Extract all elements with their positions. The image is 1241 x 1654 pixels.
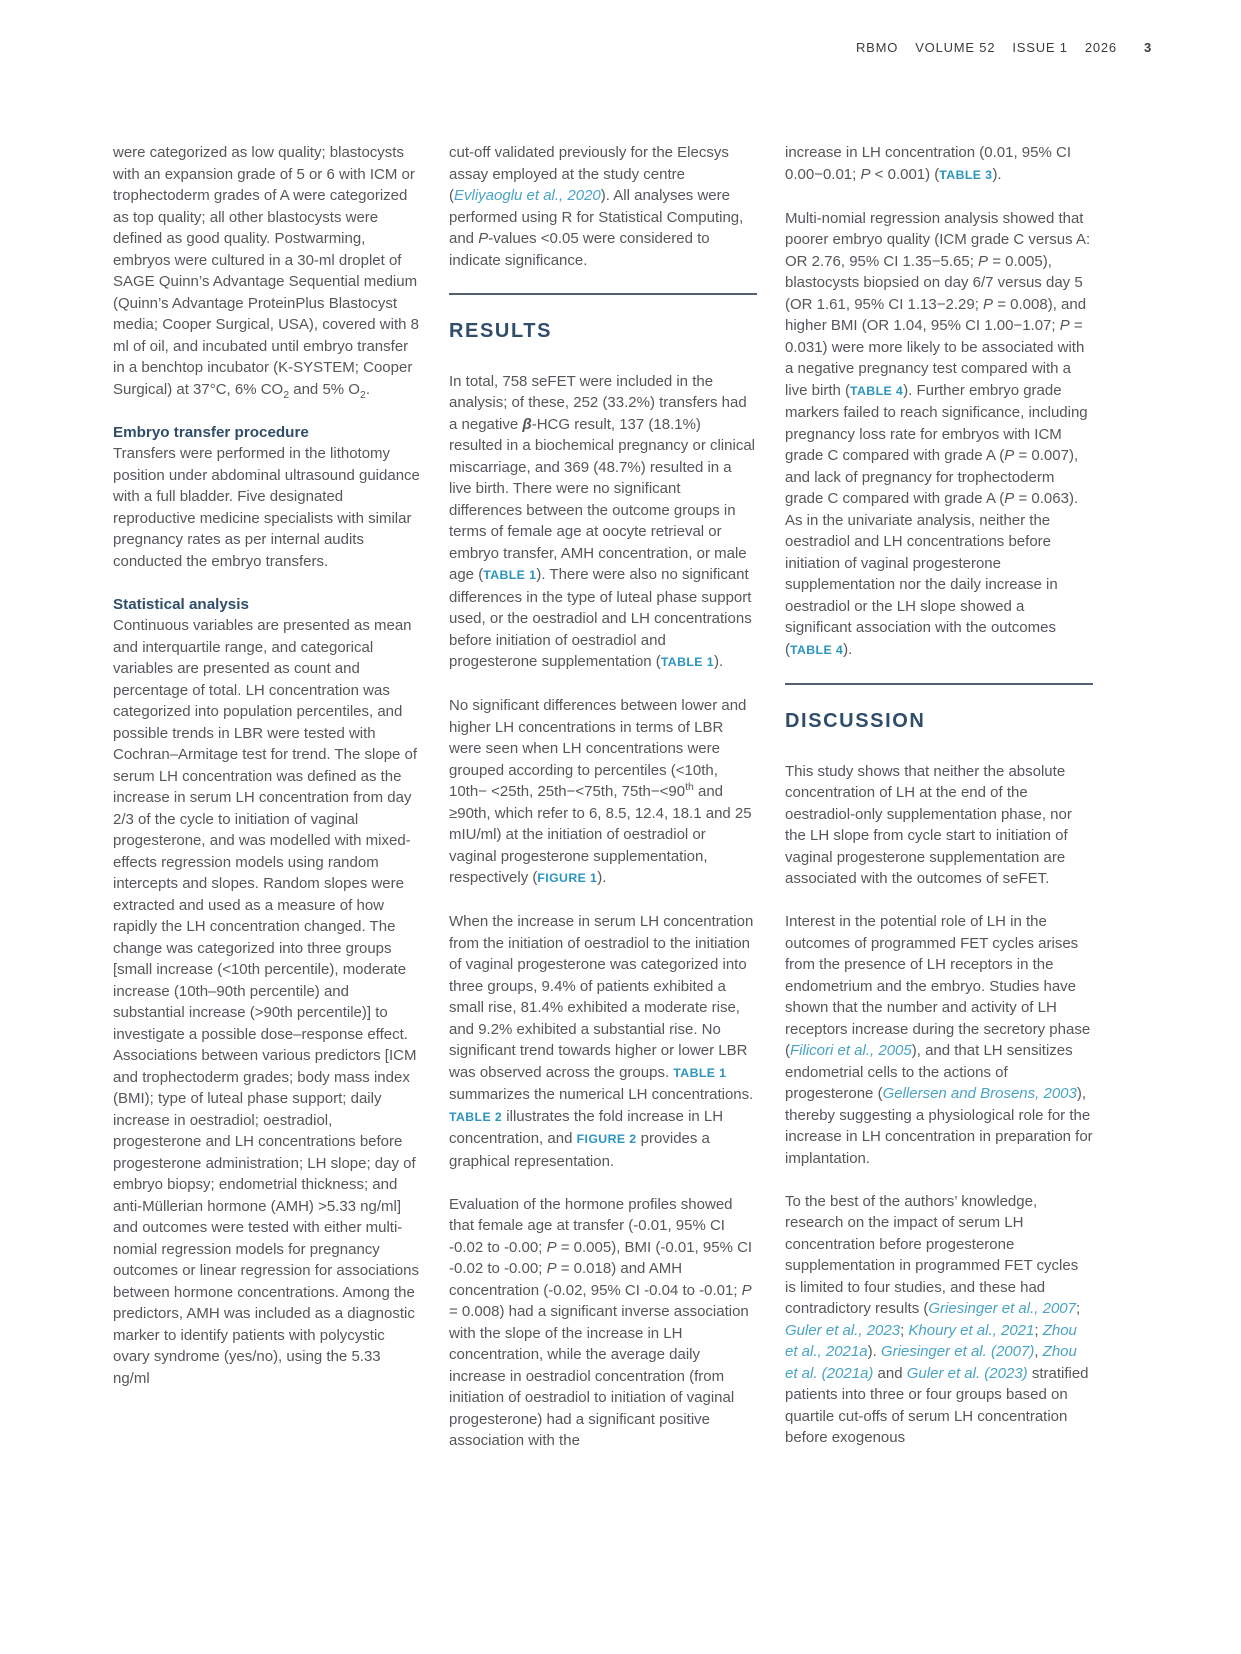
text-run: To the best of the authors’ knowledge, research on the impact of serum LH concentration before progesterone supplementation in programmed FET cycles is limited to four studies, and these had contradictory results ( [785, 1192, 1079, 1317]
italic-text: P [1004, 490, 1015, 507]
italic-text: P [983, 295, 994, 313]
text-run: were categorized as low quality; blastocysts with an expansion grade of 5 or 6 with ICM or trophectoderm grades of A were categorized as top quality; all other blastocysts were defined as good quality. Postwarming, embryos were cultured in a 30-ml droplet of SAGE Quinn’s Advantage Sequential medium (Quinn’s Advantage ProteinPlus Blastocyst media; Cooper Surgical, USA), covered with 8 ml of oil, and incubated until embryo transfer in a benchtop incubator (K-SYSTEM; Cooper Surgical) at 37°C, 6% CO [113, 144, 419, 398]
text-run: = 0.005), BMI (-0.01, 95% CI -0.02 to -0.00; [449, 1238, 753, 1277]
paragraph [449, 1194, 757, 1452]
cross-reference-link[interactable]: FIGURE 2 [576, 1132, 637, 1146]
text-run: Interest in the potential role of LH in the outcomes of programmed FET cycles arises from the presence of LH receptors in the endometrium and the embryo. Studies have shown that the number and activity of LH receptors increase during the secretory phase ( [785, 913, 1091, 1059]
text-run: . [365, 380, 370, 398]
text-run: Evaluation of the hormone profiles showed that female age at transfer (-0.01, 95% CI -0.02 to -0.00; [449, 1195, 733, 1256]
text-run: and [873, 1364, 907, 1382]
paragraph [449, 911, 757, 1172]
paragraph [785, 1191, 1093, 1449]
beta-symbol: β [522, 415, 532, 433]
text-run: ), thereby suggesting a physiological role for the increase in LH concentration in preparation for implantation. [785, 1085, 1093, 1167]
paragraph [113, 443, 421, 572]
section-heading: DISCUSSION [785, 709, 926, 732]
text-run: ). [992, 165, 1002, 183]
text-run: This study shows that neither the absolute concentration of LH at the end of the oestradiol-only supplementation phase, nor the LH slope from cycle start to initiation of vaginal progesterone supplementation are associated with the outcomes of seFET. [785, 762, 1072, 887]
text-run: No significant differences between lower and higher LH concentrations in terms of LBR were seen when LH concentrations were grouped according to percentiles (<10th, 10th− <25th, 25th−<75th, 75th−<90 [449, 697, 747, 800]
paragraph [449, 695, 757, 890]
text-run: = 0.018) and AMH concentration (-0.02, 95% CI -0.04 to -0.01; [449, 1260, 742, 1299]
article-columns [113, 142, 1093, 1452]
text-run: In total, 758 seFET were included in the analysis; of these, 252 (33.2%) transfers had a negative [449, 372, 747, 433]
citation-link[interactable]: Evliyaoglu et al., 2020 [454, 187, 601, 204]
text-run: ). Further embryo grade markers failed to reach significance, including pregnancy loss rate for embryos with ICM grade C compared with grade A ( [785, 381, 1088, 464]
page-header [856, 40, 1152, 55]
cross-reference-link[interactable]: TABLE 4 [850, 383, 904, 398]
italic-text: P [546, 1238, 557, 1256]
paragraph [785, 761, 1093, 890]
citation-link[interactable]: Filicori et al., 2005 [790, 1042, 912, 1059]
text-run: -HCG result, 137 (18.1%) resulted in a biochemical pregnancy or clinical miscarriage, and 369 (48.7%) resulted in a live birth. There were no significant differences between the outcome groups in terms of female age at oocyte retrieval or embryo transfer, AMH concentration, or male age ( [449, 415, 755, 583]
paragraph [113, 615, 421, 1389]
citation-link[interactable]: Zhou et al., 2021a [785, 1321, 1077, 1360]
text-run: = 0.063). As in the univariate analysis, neither the oestradiol and LH concentrations before initiation of vaginal progesterone supplementation nor the daily increase in oestradiol or the LH slope showed a significant association with the outcomes ( [785, 490, 1079, 658]
cross-reference-link[interactable]: TABLE 3 [939, 167, 993, 182]
section-divider [785, 683, 1093, 685]
text-run: ; [1075, 1300, 1081, 1317]
text-run: , [1034, 1343, 1043, 1360]
text-run: ). [843, 640, 853, 658]
text-run: ). There were also no significant differences in the type of luteal phase support used, or the oestradiol and LH concentrations before initiation of oestradiol and progesterone supplementation ( [449, 566, 752, 670]
text-run: cut-off validated previously for the Elecsys assay employed at the study centre ( [449, 144, 729, 204]
issue-label: ISSUE 1 [1012, 40, 1068, 55]
cross-reference-link[interactable]: TABLE 4 [790, 642, 844, 657]
italic-text: P [478, 230, 489, 247]
text-column-3 [785, 142, 1093, 1452]
paragraph [449, 371, 757, 674]
text-run: ; [900, 1321, 909, 1339]
italic-text: P [860, 165, 871, 183]
text-run: ). [867, 1343, 881, 1360]
text-run: When the increase in serum LH concentration from the initiation of oestradiol to the initiation of vaginal progesterone was categorized into three groups, 9.4% of patients exhibited a small rise, 81.4% exhibited a moderate rise, and 9.2% exhibited a substantial rise. No significant trend towards higher or lower LBR was observed across the groups. [449, 913, 754, 1081]
italic-text: P [1004, 447, 1015, 464]
cross-reference-link[interactable]: TABLE 1 [483, 568, 537, 582]
cross-reference-link[interactable]: TABLE 2 [449, 1109, 503, 1124]
italic-text: P [546, 1260, 557, 1277]
text-run: ). [597, 869, 607, 886]
text-run: = 0.007), and lack of pregnancy for trophectoderm grade C compared with grade A ( [785, 447, 1079, 507]
citation-link[interactable]: Khoury et al., 2021 [908, 1321, 1035, 1339]
text-run: -values <0.05 were considered to indicate significance. [449, 230, 710, 269]
cross-reference-link[interactable]: FIGURE 1 [537, 871, 598, 885]
citation-link[interactable]: Guler et al., 2023 [785, 1321, 901, 1339]
subsection-heading: Statistical analysis [113, 595, 249, 613]
text-run: and ≥90th, which refer to 6, 8.5, 12.4, 18.1 and 25 mIU/ml) at the initiation of oestradiol or vaginal progesterone supplementation, respectively ( [449, 783, 752, 886]
superscript-text: th [685, 781, 694, 793]
text-run: Transfers were performed in the lithotomy position under abdominal ultrasound guidance with a full bladder. Five designated reproductive medicine specialists with similar pregnancy rates as per internal audits conducted the embryo transfers. [113, 445, 420, 570]
text-run: ). All analyses were performed using R for Statistical Computing, and [449, 187, 744, 247]
text-run: increase in LH concentration (0.01, 95% CI 0.00−0.01; [785, 144, 1071, 183]
text-run: Continuous variables are presented as mean and interquartile range, and categorical variables are presented as count and percentage of total. LH concentration was categorized into population percentiles, and possible trends in LBR were tested with Cochran–Armitage test for trend. The slope of serum LH concentration was defined as the increase in serum LH concentration from day 2/3 of the cycle to initiation of vaginal progesterone, and was modelled with mixed-effects regression models using random intercepts and slopes. Random slopes were extracted and used as a measure of how rapidly the LH concentration changed. The change was categorized into three groups [small increase (<10th percentile), moderate increase (10th–90th percentile) and substantial increase (>90th percentile)] to investigate a possible dose–response effect. Associations between various predictors [ICM and trophectoderm grades; body mass index (BMI); type of luteal phase support; daily increase in oestradiol; oestradiol, progesterone and LH concentrations before progesterone administration; LH slope; day of embryo biopsy; endometrial thickness; and anti-Müllerian hormone (AMH) >5.33 ng/ml] and outcomes were tested with either multi-nomial regression models for pregnancy outcomes or linear regression for associations between hormone concentrations. Among the predictors, AMH was included as a diagnostic marker to identify patients with polycystic ovary syndrome (yes/no), using the 5.33 ng/ml [113, 617, 419, 1387]
text-run: and 5% O [289, 380, 360, 398]
italic-text: P [1059, 317, 1070, 334]
text-run: = 0.005), blastocysts biopsied on day 6/7 versus day 5 (OR 1.61, 95% CI 1.13−2.29; [785, 252, 1083, 313]
text-run: = 0.031) were more likely to be associated with a negative pregnancy test compared with a live birth ( [785, 317, 1085, 399]
text-run: = 0.008) had a significant inverse association with the slope of the increase in LH concentration, while the average daily increase in oestradiol concentration (from initiation of oestradiol to initiation of vaginal progesterone) had a significant positive association with the [449, 1303, 749, 1449]
italic-text: P [978, 252, 989, 270]
text-run: provides a graphical representation. [449, 1130, 710, 1170]
subsection-heading: Embryo transfer procedure [113, 423, 309, 441]
paragraph [785, 911, 1093, 1169]
year-label: 2026 [1084, 40, 1117, 55]
text-run: summarizes the numerical LH concentrations. [449, 1086, 754, 1103]
text-run: = 0.008), and higher BMI (OR 1.04, 95% CI 1.00−1.07; [785, 295, 1087, 334]
paragraph [449, 142, 757, 271]
paragraph [785, 142, 1093, 186]
section-divider [449, 293, 757, 295]
italic-text: P [741, 1281, 752, 1299]
text-run: ; [1034, 1321, 1043, 1339]
text-run: < 0.001) ( [870, 165, 940, 183]
text-run: ), and that LH sensitizes endometrial cells to the actions of progesterone ( [785, 1042, 1073, 1102]
cross-reference-link[interactable]: TABLE 1 [660, 655, 714, 669]
citation-link[interactable]: Gellersen and Brosens, 2003 [882, 1085, 1077, 1102]
citation-link[interactable]: Griesinger et al., 2007 [928, 1300, 1076, 1317]
citation-link[interactable]: Guler et al. (2023) [906, 1364, 1028, 1382]
journal-name: RBMO [855, 40, 899, 55]
paragraph [113, 142, 421, 400]
text-run: Multi-nomial regression analysis showed that poorer embryo quality (ICM grade C versus A: OR 2.76, 95% CI 1.35−5.65; [785, 209, 1091, 270]
text-run: illustrates the fold increase in LH concentration, and [449, 1107, 724, 1147]
citation-link[interactable]: Griesinger et al. (2007) [880, 1343, 1035, 1360]
subscript-text: 2 [359, 388, 366, 401]
section-heading: RESULTS [449, 319, 553, 342]
text-column-1 [113, 142, 421, 1452]
volume-label: VOLUME 52 [915, 40, 996, 55]
subscript-text: 2 [283, 388, 290, 401]
page-number: 3 [1143, 40, 1152, 55]
paragraph [785, 208, 1093, 662]
text-column-2 [449, 142, 757, 1452]
cross-reference-link[interactable]: TABLE 1 [673, 1065, 727, 1080]
text-run: stratified patients into three or four groups based on quartile cut-offs of serum LH concentration before exogenous [785, 1364, 1089, 1446]
citation-link[interactable]: Zhou et al. (2021a) [785, 1343, 1077, 1382]
text-run: ). [713, 653, 724, 670]
